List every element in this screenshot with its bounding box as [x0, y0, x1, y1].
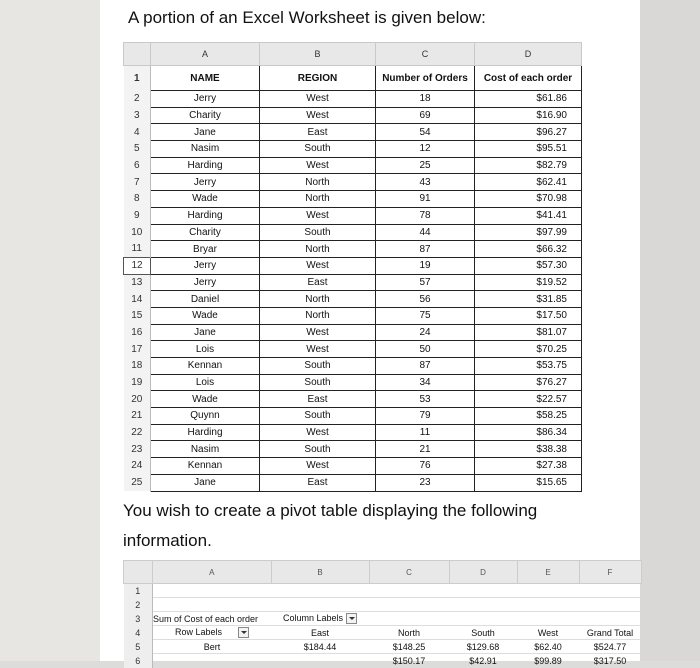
pivot-value[interactable]: $42.91	[449, 654, 517, 668]
table-row	[124, 307, 582, 324]
cell-cost[interactable]: $86.34	[475, 424, 582, 441]
row-number[interactable]: 15	[124, 307, 151, 324]
cell-region[interactable]: West	[260, 107, 376, 124]
cell-name[interactable]: Jane	[151, 474, 260, 491]
cell-name[interactable]: Nasim	[151, 441, 260, 458]
background-right	[640, 0, 700, 661]
row-number[interactable]: 9	[124, 207, 151, 224]
background-left	[0, 0, 100, 661]
row-number[interactable]: 1	[124, 584, 153, 598]
cell-name[interactable]: Kennan	[151, 358, 260, 375]
cell-cost[interactable]: $31.85	[475, 291, 582, 308]
cell-cost[interactable]: $15.65	[475, 474, 582, 491]
cell-orders[interactable]: 50	[376, 341, 475, 358]
cell-name[interactable]: Harding	[151, 424, 260, 441]
cell-orders[interactable]: 87	[376, 358, 475, 375]
select-all-corner[interactable]	[124, 43, 151, 66]
table-row	[124, 257, 582, 274]
row-number[interactable]: 12	[124, 257, 151, 274]
row-number[interactable]: 19	[124, 374, 151, 391]
cell-region[interactable]: North	[260, 174, 376, 191]
row-labels-dropdown-icon[interactable]	[238, 627, 249, 638]
cell-region[interactable]: West	[260, 157, 376, 174]
cell[interactable]	[579, 598, 641, 612]
cell-cost[interactable]: $66.32	[475, 241, 582, 258]
cell-orders[interactable]: 23	[376, 474, 475, 491]
pivot-col-grand-total[interactable]: Grand Total	[579, 626, 641, 640]
row-number[interactable]: 23	[124, 441, 151, 458]
cell-orders[interactable]: 87	[376, 241, 475, 258]
table-row	[124, 107, 582, 124]
cell[interactable]	[369, 598, 449, 612]
data-worksheet	[123, 42, 582, 492]
pivot-value[interactable]: $317.50	[579, 654, 641, 668]
cell-cost[interactable]: $96.27	[475, 124, 582, 141]
row-number[interactable]: 24	[124, 458, 151, 475]
row-number[interactable]: 3	[124, 612, 153, 626]
cell-region[interactable]: South	[260, 441, 376, 458]
cell[interactable]	[517, 584, 579, 598]
table-row	[124, 424, 582, 441]
table-row	[124, 241, 582, 258]
table-row	[124, 374, 582, 391]
cell-name[interactable]: Lois	[151, 374, 260, 391]
cell-cost[interactable]: $95.51	[475, 141, 582, 158]
cell-cost[interactable]: $61.86	[475, 91, 582, 108]
column-header-c[interactable]: C	[376, 43, 475, 66]
cell-name[interactable]: Bryar	[151, 241, 260, 258]
cell-orders[interactable]: 79	[376, 408, 475, 425]
pivot-value[interactable]: $129.68	[449, 640, 517, 654]
cell-cost[interactable]: $70.98	[475, 191, 582, 208]
row-number[interactable]: 5	[124, 640, 153, 654]
pivot-value[interactable]: $184.44	[271, 640, 369, 654]
cell-name[interactable]: Charity	[151, 224, 260, 241]
cell[interactable]	[449, 598, 517, 612]
pivot-col-north[interactable]: North	[369, 626, 449, 640]
cell-orders[interactable]: 69	[376, 107, 475, 124]
pivot-value[interactable]: $62.40	[517, 640, 579, 654]
cell[interactable]	[517, 598, 579, 612]
cell-cost[interactable]: $76.27	[475, 374, 582, 391]
cell-name[interactable]: Charity	[151, 107, 260, 124]
table-row	[124, 441, 582, 458]
cell-cost[interactable]: $70.25	[475, 341, 582, 358]
header-orders[interactable]: Number of Orders	[376, 66, 475, 91]
table-row	[124, 458, 582, 475]
cell[interactable]	[449, 584, 517, 598]
pivot-col-west[interactable]: West	[517, 626, 579, 640]
pivot-column-header-b[interactable]: B	[271, 561, 369, 584]
row-number[interactable]: 7	[124, 174, 151, 191]
row-number[interactable]: 2	[124, 598, 153, 612]
cell[interactable]	[449, 612, 517, 626]
cell-name[interactable]: Kennan	[151, 458, 260, 475]
table-row	[124, 341, 582, 358]
cell-region[interactable]: West	[260, 207, 376, 224]
row-number[interactable]: 18	[124, 358, 151, 375]
cell-region[interactable]: East	[260, 274, 376, 291]
pivot-value[interactable]: $150.17	[369, 654, 449, 668]
pivot-worksheet	[123, 560, 642, 668]
cell-orders[interactable]: 53	[376, 391, 475, 408]
row-number[interactable]: 14	[124, 291, 151, 308]
pivot-col-east[interactable]: East	[271, 626, 369, 640]
table-row	[124, 391, 582, 408]
cell-region[interactable]: East	[260, 474, 376, 491]
pivot-value[interactable]: $99.89	[517, 654, 579, 668]
cell-region[interactable]: South	[260, 358, 376, 375]
cell-region[interactable]: West	[260, 341, 376, 358]
cell-name[interactable]: Nasim	[151, 141, 260, 158]
pivot-row-labels[interactable]	[153, 626, 272, 640]
cell-name[interactable]: Harding	[151, 207, 260, 224]
cell-name[interactable]: Quynn	[151, 408, 260, 425]
table-row	[124, 124, 582, 141]
column-header-d[interactable]: D	[475, 43, 582, 66]
header-region[interactable]: REGION	[260, 66, 376, 91]
cell[interactable]	[369, 584, 449, 598]
header-cost[interactable]: Cost of each order	[475, 66, 582, 91]
cell-name[interactable]: Lois	[151, 341, 260, 358]
pivot-column-header-f[interactable]: F	[579, 561, 641, 584]
pivot-column-header-d[interactable]: D	[449, 561, 517, 584]
column-header-b[interactable]: B	[260, 43, 376, 66]
pivot-column-header-c[interactable]: C	[369, 561, 449, 584]
row-number[interactable]: 5	[124, 141, 151, 158]
pivot-row-5	[124, 640, 642, 654]
table-row	[124, 324, 582, 341]
page-heading: A portion of an Excel Worksheet is given below:	[128, 8, 486, 27]
cell-name[interactable]: Jane	[151, 324, 260, 341]
cell-region[interactable]: North	[260, 191, 376, 208]
cell-name[interactable]: Wade	[151, 391, 260, 408]
column-labels-dropdown-icon[interactable]	[346, 613, 357, 624]
table-row	[124, 474, 582, 491]
cell-orders[interactable]: 34	[376, 374, 475, 391]
cell[interactable]	[271, 584, 369, 598]
cell-region[interactable]: West	[260, 424, 376, 441]
cell-cost[interactable]: $41.41	[475, 207, 582, 224]
cell-region[interactable]: East	[260, 391, 376, 408]
row-number[interactable]: 8	[124, 191, 151, 208]
cell-name[interactable]: Daniel	[151, 291, 260, 308]
cell-cost[interactable]: $16.90	[475, 107, 582, 124]
row-number[interactable]: 4	[124, 124, 151, 141]
cell-cost[interactable]: $81.07	[475, 324, 582, 341]
row-labels-text: Row Labels	[174, 626, 223, 637]
row-number[interactable]: 16	[124, 324, 151, 341]
cell-name[interactable]: Jerry	[151, 174, 260, 191]
cell-cost[interactable]: $27.38	[475, 458, 582, 475]
cell-orders[interactable]: 54	[376, 124, 475, 141]
cell-orders[interactable]: 11	[376, 424, 475, 441]
cell-orders[interactable]: 91	[376, 191, 475, 208]
table-row	[124, 408, 582, 425]
cell-region[interactable]: East	[260, 124, 376, 141]
pivot-column-header-row	[124, 561, 642, 584]
cell-orders[interactable]: 44	[376, 224, 475, 241]
pivot-row-label[interactable]: Bert	[153, 640, 272, 654]
column-header-row	[124, 43, 582, 66]
cell-region[interactable]: South	[260, 408, 376, 425]
row-number[interactable]: 20	[124, 391, 151, 408]
cell-region[interactable]: South	[260, 224, 376, 241]
row-number[interactable]: 4	[124, 626, 153, 640]
cell-cost[interactable]: $17.50	[475, 307, 582, 324]
table-row	[124, 191, 582, 208]
cell-orders[interactable]: 57	[376, 274, 475, 291]
cell-cost[interactable]: $19.52	[475, 274, 582, 291]
row-number[interactable]: 11	[124, 241, 151, 258]
cell-region[interactable]: West	[260, 458, 376, 475]
cell-region[interactable]: South	[260, 141, 376, 158]
row-number[interactable]: 22	[124, 424, 151, 441]
cell-orders[interactable]: 21	[376, 441, 475, 458]
row-number[interactable]: 21	[124, 408, 151, 425]
table-row	[124, 291, 582, 308]
column-header-a[interactable]: A	[151, 43, 260, 66]
cell-cost[interactable]: $82.79	[475, 157, 582, 174]
table-row	[124, 174, 582, 191]
pivot-column-header-a[interactable]: A	[153, 561, 272, 584]
pivot-values-label[interactable]: Sum of Cost of each order	[153, 612, 272, 626]
cell-name[interactable]: Jane	[151, 124, 260, 141]
cell-orders[interactable]: 76	[376, 458, 475, 475]
cell[interactable]	[369, 612, 449, 626]
table-row	[124, 91, 582, 108]
pivot-row-4	[124, 626, 642, 640]
column-labels-text: Column Labels	[282, 612, 344, 623]
pivot-value[interactable]: $148.25	[369, 640, 449, 654]
table-row	[124, 141, 582, 158]
row-number[interactable]: 2	[124, 91, 151, 108]
cell[interactable]	[517, 612, 579, 626]
row-number[interactable]: 3	[124, 107, 151, 124]
cell-name[interactable]: Wade	[151, 191, 260, 208]
cell[interactable]	[271, 598, 369, 612]
row-number[interactable]: 25	[124, 474, 151, 491]
cell-region[interactable]: West	[260, 91, 376, 108]
cell-cost[interactable]: $38.38	[475, 441, 582, 458]
cell-region[interactable]: South	[260, 374, 376, 391]
cell-orders[interactable]: 25	[376, 157, 475, 174]
cell-orders[interactable]: 18	[376, 91, 475, 108]
question-text: You wish to create a pivot table displaying the following information.	[123, 501, 538, 550]
table-row	[124, 274, 582, 291]
cell-orders[interactable]: 43	[376, 174, 475, 191]
cell-cost[interactable]: $58.25	[475, 408, 582, 425]
pivot-col-south[interactable]: South	[449, 626, 517, 640]
cell-orders[interactable]: 56	[376, 291, 475, 308]
header-row	[124, 66, 582, 91]
cell[interactable]	[153, 598, 272, 612]
pivot-row-3	[124, 612, 642, 626]
cell-name[interactable]: Harding	[151, 157, 260, 174]
row-number[interactable]: 17	[124, 341, 151, 358]
cell-name[interactable]: Jerry	[151, 257, 260, 274]
row-number[interactable]: 13	[124, 274, 151, 291]
pivot-column-header-e[interactable]: E	[517, 561, 579, 584]
cell-orders[interactable]: 78	[376, 207, 475, 224]
header-name[interactable]: NAME	[151, 66, 260, 91]
cell-name[interactable]: Wade	[151, 307, 260, 324]
table-row	[124, 207, 582, 224]
pivot-value[interactable]: $524.77	[579, 640, 641, 654]
pivot-row-1	[124, 584, 642, 598]
cell-cost[interactable]: $62.41	[475, 174, 582, 191]
cell-region[interactable]: North	[260, 307, 376, 324]
cell-region[interactable]: North	[260, 291, 376, 308]
cell-name[interactable]: Jerry	[151, 274, 260, 291]
cell-cost[interactable]: $57.30	[475, 257, 582, 274]
pivot-row-2	[124, 598, 642, 612]
table-row	[124, 224, 582, 241]
cell-cost[interactable]: $22.57	[475, 391, 582, 408]
row-number[interactable]: 6	[124, 157, 151, 174]
table-row	[124, 358, 582, 375]
cell-region[interactable]: West	[260, 324, 376, 341]
cell[interactable]	[153, 584, 272, 598]
pivot-column-labels[interactable]	[271, 612, 369, 626]
cell-orders[interactable]: 24	[376, 324, 475, 341]
cell-name[interactable]: Jerry	[151, 91, 260, 108]
table-row	[124, 157, 582, 174]
row-number[interactable]: 10	[124, 224, 151, 241]
cell-orders[interactable]: 19	[376, 257, 475, 274]
cell-cost[interactable]: $53.75	[475, 358, 582, 375]
cell-orders[interactable]: 12	[376, 141, 475, 158]
row-number[interactable]: 6	[124, 654, 153, 668]
cell-region[interactable]: North	[260, 241, 376, 258]
pivot-select-all-corner[interactable]	[124, 561, 153, 584]
row-number[interactable]: 1	[124, 66, 151, 91]
cell[interactable]	[579, 612, 641, 626]
cell-orders[interactable]: 75	[376, 307, 475, 324]
cell[interactable]	[579, 584, 641, 598]
cell-cost[interactable]: $97.99	[475, 224, 582, 241]
cell-region[interactable]: West	[260, 257, 376, 274]
